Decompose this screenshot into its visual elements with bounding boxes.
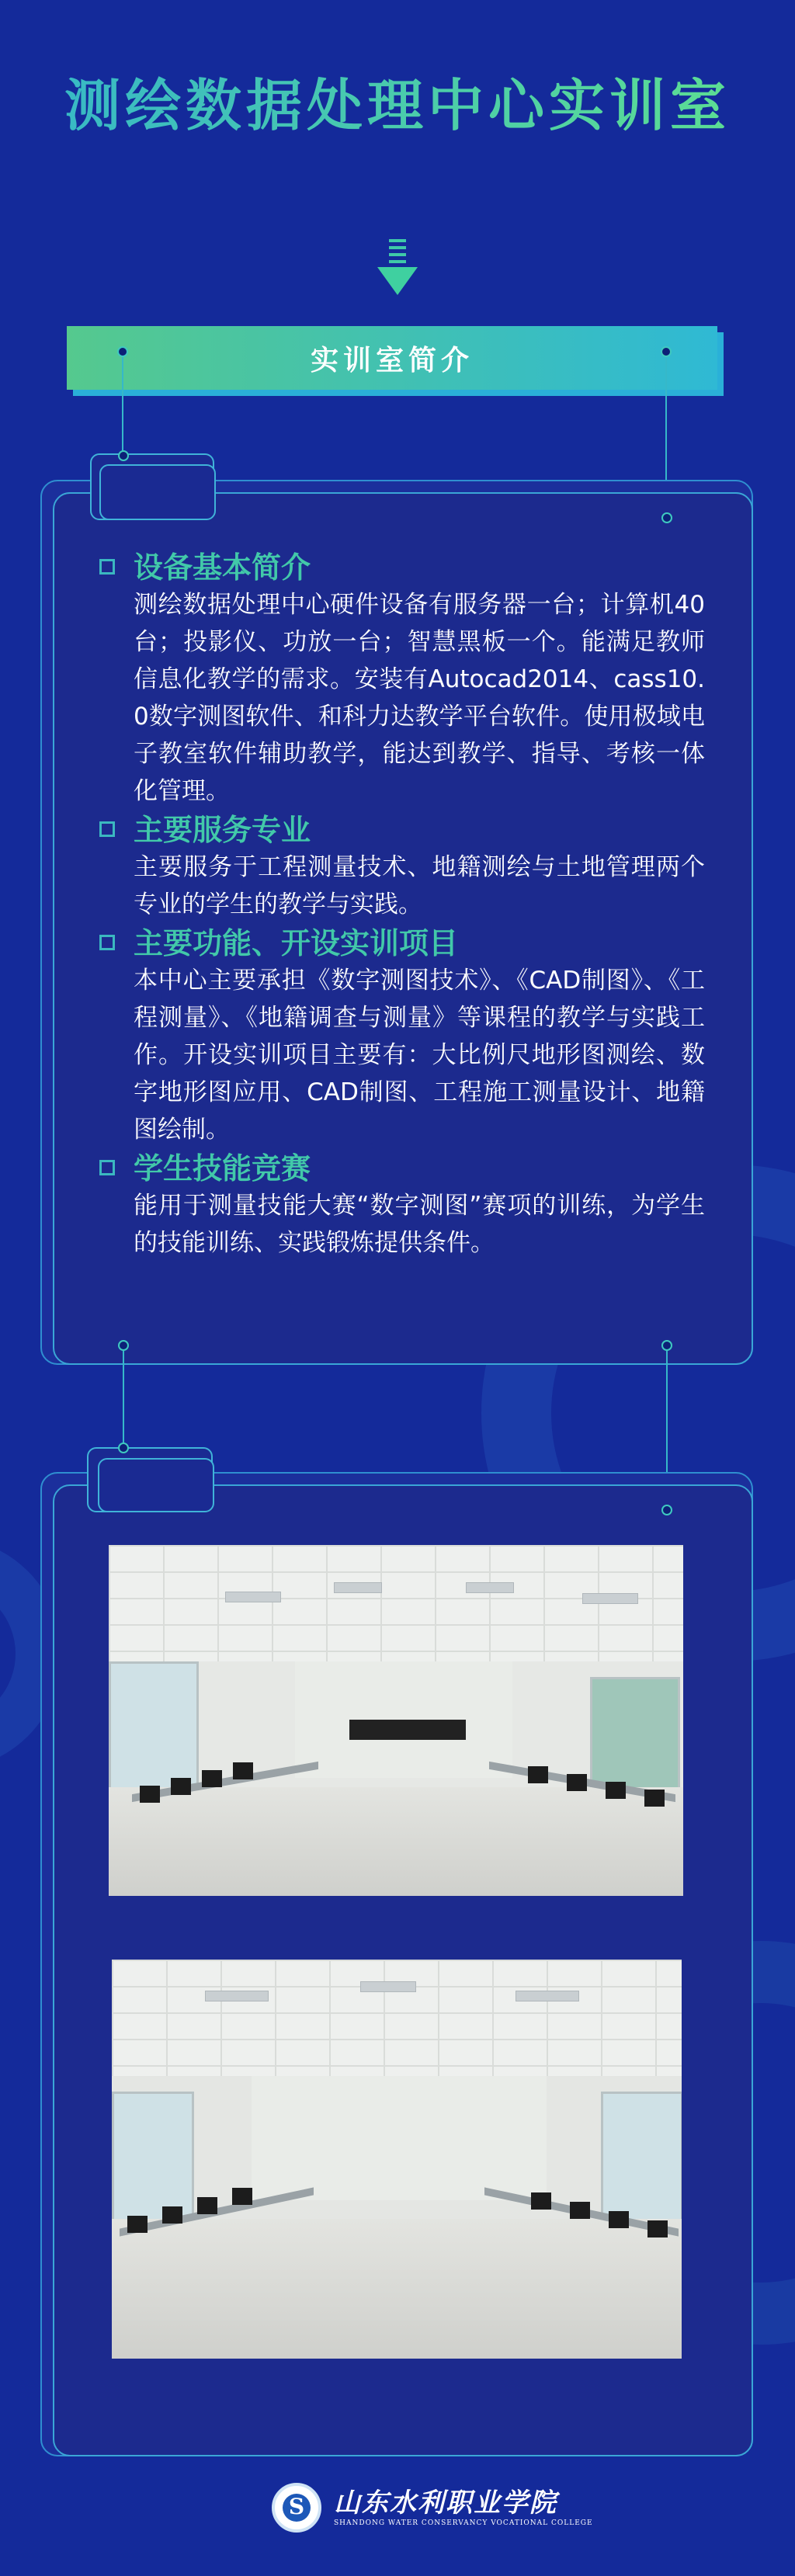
school-name-cn: 山东水利职业学院 bbox=[334, 2487, 557, 2519]
panel-tab bbox=[99, 464, 216, 520]
page-title: 测绘数据处理中心实训室 bbox=[0, 61, 795, 141]
section-heading: 设备基本简介 bbox=[134, 550, 311, 585]
section-heading: 主要功能、开设实训项目 bbox=[134, 926, 459, 960]
connector-dot bbox=[117, 346, 128, 357]
checkbox-square-icon bbox=[99, 559, 115, 575]
section-body: 测绘数据处理中心硬件设备有服务器一台；计算机40台；投影仪、功放一台；智慧黑板一个。能满足教师信息化教学的需求。安装有Autocad2014、cass10.0数字测图软件、和科力达教学平台软件。使用极域电子教室软件辅助教学，能达到教学、指导、考核一体化管理。 bbox=[134, 591, 705, 805]
connector-line bbox=[122, 357, 123, 455]
section-equipment bbox=[99, 549, 705, 810]
intro-content bbox=[99, 547, 705, 1262]
checkbox-square-icon bbox=[99, 935, 115, 950]
connector-dot bbox=[661, 1340, 672, 1351]
connector-dot bbox=[118, 1442, 129, 1453]
connector-line bbox=[123, 1351, 124, 1444]
lab-photo-2 bbox=[112, 1960, 682, 2359]
school-logo-icon bbox=[272, 2483, 321, 2533]
school-logo bbox=[272, 2483, 593, 2533]
section-heading: 主要服务专业 bbox=[134, 813, 311, 847]
checkbox-square-icon bbox=[99, 821, 115, 837]
section-heading: 学生技能竞赛 bbox=[134, 1151, 311, 1186]
connector-dot bbox=[118, 450, 129, 461]
lab-photo-1 bbox=[109, 1545, 683, 1896]
section-body: 能用于测量技能大赛“数字测图”赛项的训练，为学生的技能训练、实践锻炼提供条件。 bbox=[134, 1192, 705, 1257]
section-majors bbox=[99, 811, 705, 923]
connector-dot bbox=[661, 346, 672, 357]
connector-dot bbox=[118, 1340, 129, 1351]
school-name-en: SHANDONG WATER CONSERVANCY VOCATIONAL COLLEGE bbox=[334, 2519, 593, 2527]
section-body: 主要服务于工程测量技术、地籍测绘与土地管理两个专业的学生的教学与实践。 bbox=[134, 853, 705, 918]
section-body: 本中心主要承担《数字测图技术》、《CAD制图》、《工程测量》、《地籍调查与测量》等课程的教学与实践工作。开设实训项目主要有：大比例尺地形图测绘、数字地形图应用、CAD制图、工程施工测量设计、地籍图绘制。 bbox=[134, 967, 705, 1144]
checkbox-square-icon bbox=[99, 1160, 115, 1175]
section-functions bbox=[99, 925, 705, 1148]
connector-dot bbox=[661, 1505, 672, 1515]
down-arrow-icon bbox=[376, 239, 419, 295]
section-banner bbox=[67, 326, 717, 390]
panel-tab bbox=[98, 1458, 214, 1512]
banner-title: 实训室简介 bbox=[310, 344, 474, 377]
section-competition bbox=[99, 1150, 705, 1262]
connector-dot bbox=[661, 512, 672, 523]
